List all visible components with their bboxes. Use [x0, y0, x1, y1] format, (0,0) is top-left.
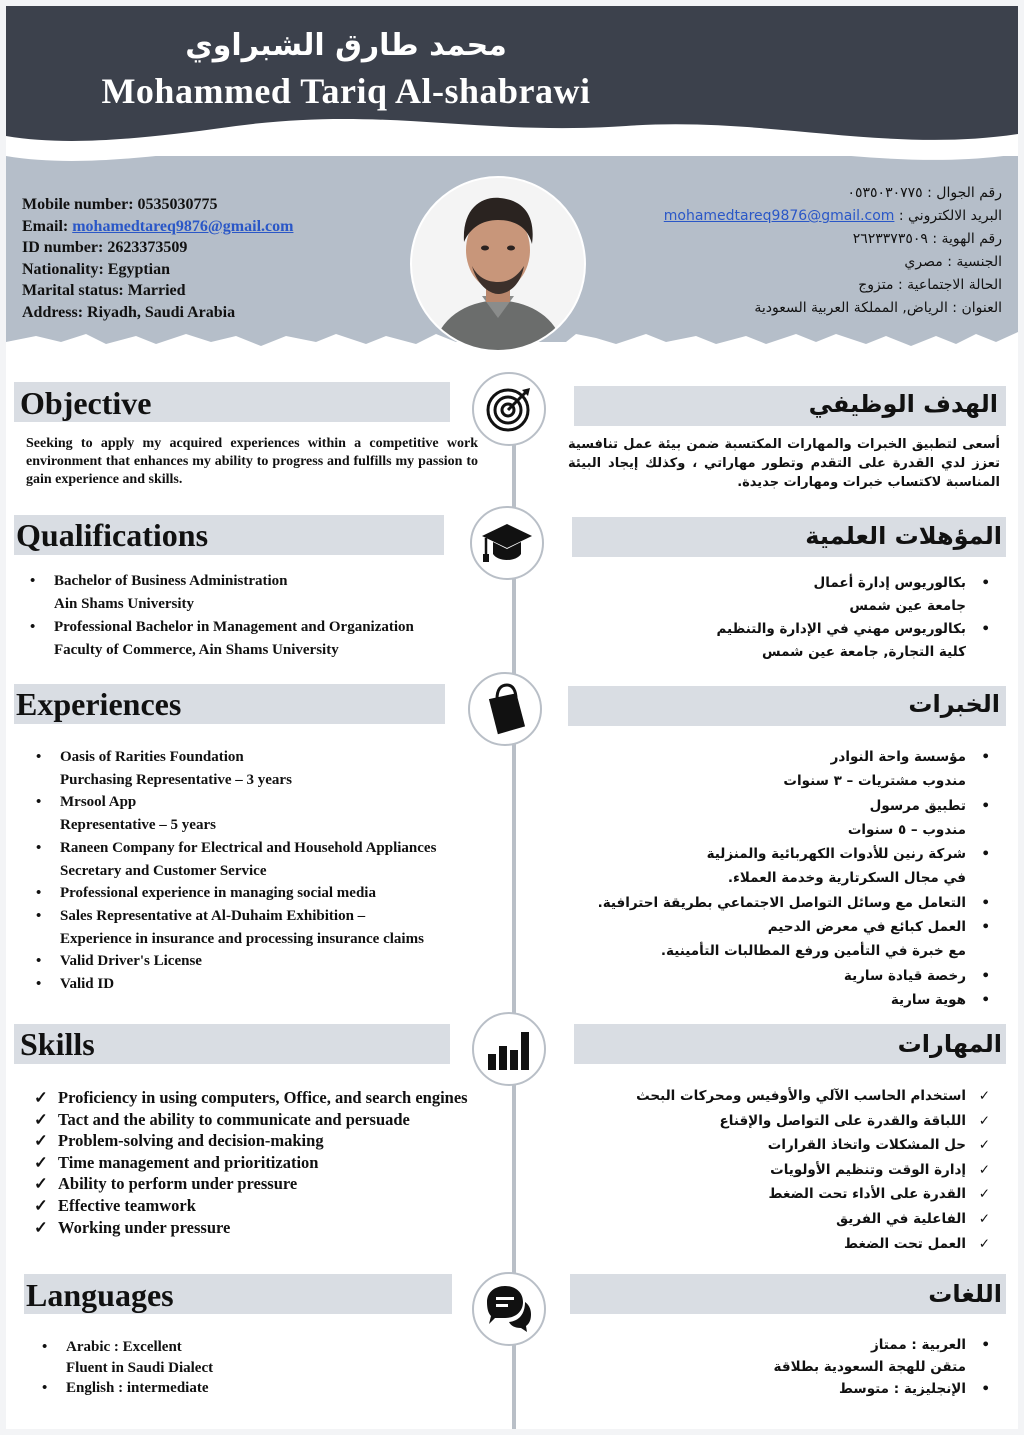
list-item: ✓ إدارة الوقت وتنظيم الأولويات [770, 1161, 990, 1178]
marital-ar: الحالة الاجتماعية : متزوج [858, 277, 1002, 293]
address-ar: العنوان : الرياض, المملكة العربية السعودية [754, 300, 1002, 316]
objective-title-en: Objective [20, 385, 152, 421]
name-english: Mohammed Tariq Al-shabrawi [101, 71, 591, 111]
skills-list-ar [556, 1084, 996, 1256]
list-item: • Professional Bachelor in Management and Organization Faculty of Commerce, Ain Shams University [30, 619, 414, 658]
list-item: ✓ Ability to perform under pressure [34, 1174, 298, 1194]
list-item: • Valid Driver's License [36, 953, 202, 970]
id-en: ID number: 2623373509 [22, 239, 188, 256]
languages-title-en: Languages [26, 1277, 174, 1313]
profile-photo [412, 178, 584, 350]
qualifications-list-ar [556, 572, 996, 664]
objective-circle [472, 372, 546, 446]
list-item: • Bachelor of Business Administration Ain Shams University [30, 573, 288, 612]
skills-title-ar: المهارات [897, 1030, 1002, 1058]
cv-page [6, 6, 1018, 1429]
qualifications-title-en: Qualifications [16, 517, 209, 553]
email-link-en[interactable]: mohamedtareq9876@gmail.com [72, 217, 294, 235]
list-item: • مؤسسة واحة النوادر مندوب مشتريات – ٣ سنوات [783, 749, 990, 790]
list-item: • بكالوريوس إدارة أعمال جامعة عين شمس [813, 575, 990, 614]
list-item: ✓ Tact and the ability to communicate and persuade [34, 1109, 410, 1129]
objective-text-en: Seeking to apply my acquired experiences within a competitive work environment that enhances my ability to progress and fulfills my passion to gain experience and skills. [26, 436, 478, 487]
list-item: • Arabic : Excellent Fluent in Saudi Dialect [42, 1339, 214, 1376]
mobile-en: Mobile number: 0535030775 [22, 196, 218, 213]
list-item: • هوية سارية [890, 991, 990, 1008]
skills-list-en [28, 1087, 478, 1238]
languages-title-ar: اللغات [928, 1280, 1002, 1308]
list-item: • Professional experience in managing social media [36, 885, 376, 902]
list-item: ✓ Effective teamwork [34, 1195, 196, 1215]
marital-en: Marital status: Married [22, 282, 186, 299]
name-arabic: محمد طارق الشبراوي [185, 28, 507, 63]
chat-bubbles-icon [483, 1284, 535, 1334]
email-row-en: Email: mohamedtareq9876@gmail.com [22, 217, 294, 235]
list-item: ✓ Proficiency in using computers, Office, and search engines [34, 1088, 468, 1107]
list-item: ✓ حل المشكلات واتخاذ القرارات [767, 1137, 990, 1154]
email-link-ar[interactable]: mohamedtareq9876@gmail.com [663, 208, 895, 224]
qualifications-title-ar: المؤهلات العلمية [805, 522, 1002, 550]
list-item: • English : intermediate [42, 1380, 209, 1396]
contact-info-english [22, 194, 293, 323]
list-item: • العربية : ممتاز متقن للهجة السعودية بطلاقة [773, 1337, 990, 1375]
list-item: • Oasis of Rarities Foundation Purchasing Representative – 3 years [36, 749, 292, 788]
experiences-title-en: Experiences [16, 686, 182, 722]
list-item: • العمل كبائع في معرض الدحيم مع خبرة في التأمين ورفع المطالبات التأمينية. [660, 919, 990, 960]
list-item: • رخصة قيادة سارية [843, 967, 990, 984]
list-item: • تطبيق مرسول مندوب – ٥ سنوات [847, 797, 990, 838]
skills-circle [472, 1012, 546, 1086]
experiences-title-ar: الخبرات [908, 690, 1000, 718]
list-item: • Raneen Company for Electrical and Household Appliances Secretary and Customer Service [36, 839, 437, 879]
skills-title-en: Skills [20, 1026, 95, 1062]
objective-title-ar: الهدف الوظيفي [808, 390, 998, 418]
list-item: ✓ Time management and prioritization [34, 1152, 319, 1172]
languages-circle [472, 1272, 546, 1346]
list-item: ✓ الفاعلية في الفريق [836, 1210, 990, 1227]
objective-text-ar: أسعى لتطبيق الخبرات والمهارات المكتسبة ضمن بيئة عمل تنافسية تعزز لدي القدرة على التقدم وتطور مهاراتي ، وكذلك إيجاد البيئة المناسبة لاكتساب خبرات ومهارات جديدة. [568, 437, 1000, 490]
list-item: ✓ استخدام الحاسب الآلي والأوفيس ومحركات البحث [636, 1088, 990, 1104]
list-item: • Sales Representative at Al-Duhaim Exhibition – Experience in insurance and processing insurance claims [36, 907, 424, 947]
list-item: • Mrsool App Representative – 5 years [36, 794, 216, 834]
email-row-ar: البريد الالكتروني : mohamedtareq9876@gmail.com [663, 208, 1002, 224]
languages-list-en [36, 1337, 456, 1399]
list-item: • الإنجليزية : متوسط [838, 1381, 990, 1397]
list-item: • التعامل مع وسائل التواصل الاجتماعي بطريقة احترافية. [597, 894, 990, 911]
target-icon [484, 384, 534, 434]
id-ar: رقم الهوية : ٢٦٢٣٣٧٣٥٠٩ [852, 231, 1002, 247]
experiences-list-en [30, 746, 500, 996]
list-item: • بكالوريوس مهني في الإدارة والتنظيم كلية التجارة, جامعة عين شمس [716, 621, 990, 660]
languages-list-ar [576, 1334, 996, 1400]
mobile-ar: رقم الجوال : ٠٥٣٥٠٣٠٧٧٥ [847, 185, 1002, 201]
graduation-cap-icon [480, 518, 534, 568]
qualifications-list-en [24, 570, 484, 662]
bar-chart-icon [484, 1024, 534, 1074]
list-item: • شركة رنين للأدوات الكهربائية والمنزلية في مجال السكرتارية وخدمة العملاء. [706, 846, 990, 887]
list-item: • Valid ID [36, 976, 115, 993]
list-item: ✓ اللباقة والقدرة على التواصل والإقناع [719, 1112, 990, 1129]
shopping-bag-icon [483, 683, 527, 735]
nationality-en: Nationality: Egyptian [22, 260, 171, 278]
address-en: Address: Riyadh, Saudi Arabia [22, 303, 236, 321]
list-item: ✓ القدرة على الأداء تحت الضغط [768, 1186, 990, 1203]
contact-info-arabic [664, 182, 1002, 320]
nationality-ar: الجنسية : مصري [904, 254, 1002, 270]
list-item: ✓ Working under pressure [34, 1217, 231, 1237]
qualifications-circle [470, 506, 544, 580]
list-item: ✓ العمل تحت الضغط [844, 1235, 990, 1252]
list-item: ✓ Problem-solving and decision-making [34, 1131, 324, 1151]
experiences-list-ar [536, 745, 996, 1012]
experiences-circle [468, 672, 542, 746]
